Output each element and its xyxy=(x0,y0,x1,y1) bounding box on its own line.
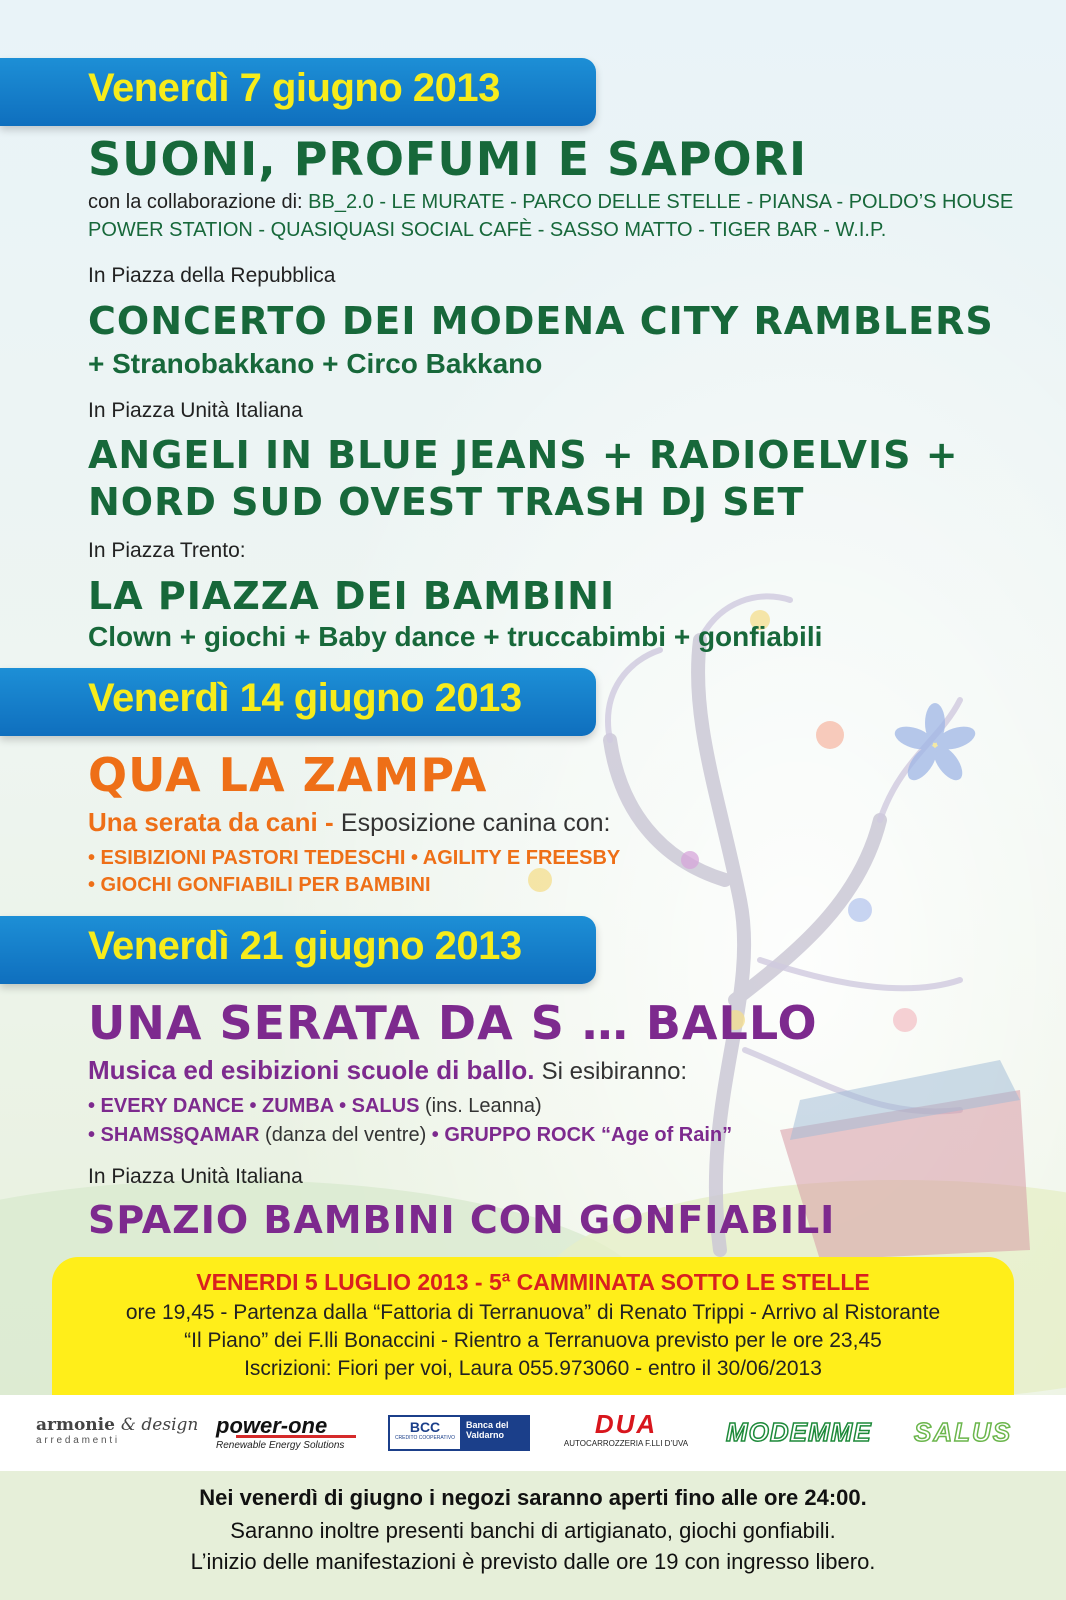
sponsor-powerone-logo xyxy=(216,1409,366,1457)
collab-lead: con la collaborazione di: xyxy=(88,191,303,213)
sponsor-salus-logo xyxy=(914,1409,1034,1457)
bcc-right-1: Banca del xyxy=(466,1420,509,1430)
event-1-date: Venerdì 7 giugno 2013 xyxy=(88,66,500,110)
event-3-bullet-2-plain: (danza del ventre) xyxy=(265,1124,427,1146)
event-2-subtitle-bold: Una serata da cani - xyxy=(88,807,334,837)
event-3-headline: SPAZIO BAMBINI CON GONFIABILI xyxy=(88,1198,836,1242)
sponsor-band xyxy=(0,1395,1066,1471)
bcc-small: CREDITO COOPERATIVO xyxy=(394,1435,456,1441)
footer-line-2: Saranno inoltre presenti banchi di artigianato, giochi gonfiabili. xyxy=(230,1518,836,1543)
event-2-bullet-2: • GIOCHI GONFIABILI PER BAMBINI xyxy=(88,874,431,896)
powerone-main: power-one xyxy=(216,1413,328,1438)
event-3-date: Venerdì 21 giugno 2013 xyxy=(88,924,522,968)
sponsor-dua-logo xyxy=(556,1409,696,1457)
footer-info xyxy=(0,1471,1066,1600)
date-banner-event-2 xyxy=(0,668,596,736)
event-3-bullet-1-bold: • EVERY DANCE • ZUMBA • SALUS xyxy=(88,1095,420,1117)
sponsor-armonie-logo xyxy=(36,1409,200,1457)
date-banner-event-1 xyxy=(0,58,596,126)
camminata-line-2: “Il Piano” dei F.lli Bonaccini - Rientro a Terranuova previsto per le ore 23,45 xyxy=(184,1329,882,1352)
event-3-subtitle-plain: Si esibiranno: xyxy=(541,1058,688,1085)
date-banner-event-3 xyxy=(0,916,596,984)
event-3-place: In Piazza Unità Italiana xyxy=(88,1165,303,1188)
event-1-title: SUONI, PROFUMI E SAPORI xyxy=(88,132,808,186)
event-3-subtitle xyxy=(88,1055,687,1086)
event-1-place-2: In Piazza Unità Italiana xyxy=(88,399,303,422)
footer-line-1: Nei venerdì di giugno i negozi saranno aperti fino alle ore 24:00. xyxy=(199,1485,867,1510)
event-1-headline-3: LA PIAZZA DEI BAMBINI xyxy=(88,574,616,618)
event-2-date: Venerdì 14 giugno 2013 xyxy=(88,676,522,720)
footer-line-3: L’inizio delle manifestazioni è previsto dalle ore 19 con ingresso libero. xyxy=(190,1549,876,1574)
camminata-title: VENERDI 5 LUGLIO 2013 - 5ª CAMMINATA SOTTO LE STELLE xyxy=(196,1269,870,1295)
event-1-place-3: In Piazza Trento: xyxy=(88,539,246,562)
event-2-title: QUA LA ZAMPA xyxy=(88,748,488,802)
sponsor-modemme-logo xyxy=(726,1409,898,1457)
armonie-sub: a r r e d a m e n t i xyxy=(36,1435,118,1446)
event-1-collaborators xyxy=(88,191,1013,214)
event-2-bullet-1: • ESIBIZIONI PASTORI TEDESCHI • AGILITY E FREESBY xyxy=(88,847,621,869)
powerone-sub: Renewable Energy Solutions xyxy=(216,1440,345,1451)
camminata-box xyxy=(52,1257,1014,1399)
camminata-line-1: ore 19,45 - Partenza dalla “Fattoria di Terranuova” di Renato Trippi - Arrivo al Ristorante xyxy=(125,1301,941,1324)
event-3-subtitle-bold: Musica ed esibizioni scuole di ballo. xyxy=(88,1055,535,1085)
event-3-title: UNA SERATA DA S … BALLO xyxy=(88,996,818,1050)
collab-list-line-1: BB_2.0 - LE MURATE - PARCO DELLE STELLE - PIANSA - POLDO’S HOUSE xyxy=(308,191,1014,213)
event-3-bullet-2 xyxy=(88,1124,732,1147)
collab-list-line-2: POWER STATION - QUASIQUASI SOCIAL CAFÈ - SASSO MATTO - TIGER BAR - W.I.P. xyxy=(88,219,887,241)
event-1-headline-2-line-1: ANGELI IN BLUE JEANS + RADIOELVIS + xyxy=(88,433,959,477)
armonie-design: & design xyxy=(120,1415,199,1435)
event-2-subtitle xyxy=(88,807,611,838)
event-2-subtitle-plain: Esposizione canina con: xyxy=(340,809,611,837)
event-3-bullet-1-plain: (ins. Leanna) xyxy=(424,1095,542,1117)
event-1-headline-1: CONCERTO DEI MODENA CITY RAMBLERS xyxy=(88,299,994,343)
modemme-text: MODEMME xyxy=(726,1417,872,1447)
event-1-subtitle-1: + Stranobakkano + Circo Bakkano xyxy=(88,348,543,379)
salus-text: SALUS xyxy=(914,1417,1013,1447)
dua-main: DUA xyxy=(594,1409,658,1439)
bcc-right-2: Valdarno xyxy=(466,1430,505,1440)
camminata-line-3: Iscrizioni: Fiori per voi, Laura 055.973060 - entro il 30/06/2013 xyxy=(244,1357,822,1380)
sponsor-bcc-logo xyxy=(388,1415,530,1451)
event-3-bullet-1 xyxy=(88,1095,542,1118)
dua-sub: AUTOCARROZZERIA F.LLI D’UVA xyxy=(563,1439,689,1448)
event-1-place-1: In Piazza della Repubblica xyxy=(88,264,336,287)
event-1-subtitle-3: Clown + giochi + Baby dance + truccabimbi + gonfiabili xyxy=(88,621,823,652)
event-3-bullet-2-bold-b: • GRUPPO ROCK “Age of Rain” xyxy=(431,1124,733,1146)
event-3-bullet-2-bold-a: • SHAMS§QAMAR xyxy=(88,1124,260,1146)
bcc-main: BCC xyxy=(409,1419,441,1435)
event-1-headline-2-line-2: NORD SUD OVEST TRASH DJ SET xyxy=(88,480,805,524)
armonie-main: armonie xyxy=(36,1415,115,1435)
